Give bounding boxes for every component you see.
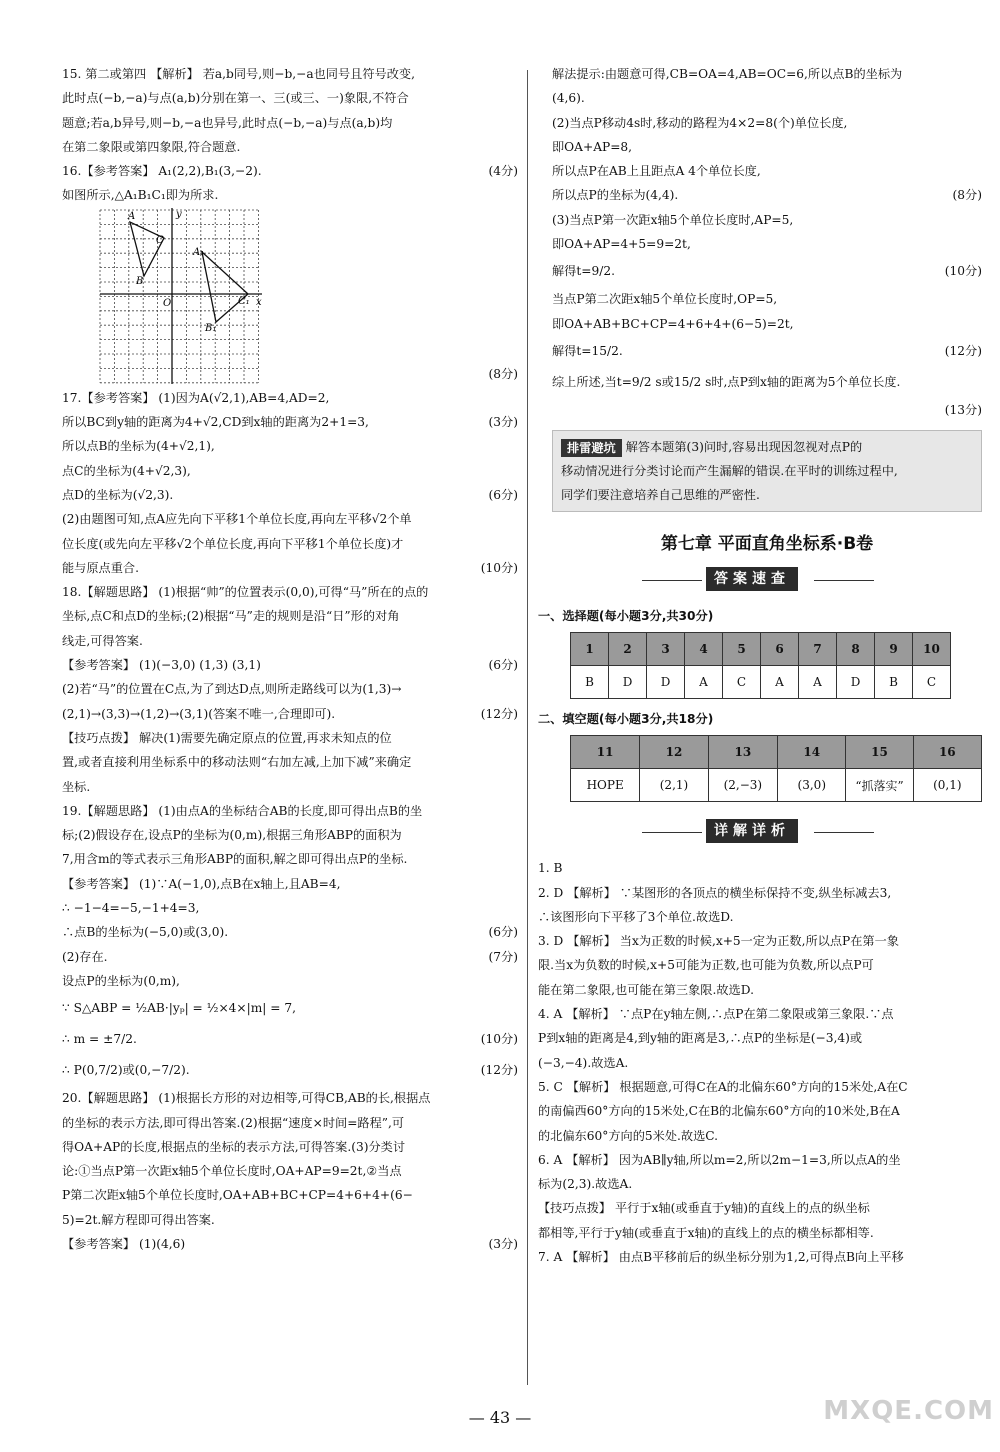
line-text: 3. D 【解析】 当x为正数的时候,x+5一定为正数,所以点P在第一象 (538, 934, 899, 949)
text-line (62, 62, 518, 86)
score: (6分) (488, 487, 518, 502)
text-line (62, 1135, 518, 1159)
line-text: 点C的坐标为(4+√2,3), (62, 463, 191, 478)
score: (12分) (480, 1063, 518, 1078)
table-cell: A (799, 666, 837, 699)
line-text: ∴点B的坐标为(−5,0)或(3,0). (62, 925, 229, 940)
line-text: 所以BC到y轴的距离为4+√2,CD到x轴的距离为2+1=3, (62, 415, 369, 430)
score: (3分) (488, 415, 518, 430)
line-text: 所以点B的坐标为(4+√2,1), (62, 439, 215, 454)
text-line (62, 1024, 518, 1055)
text-line (552, 62, 982, 86)
table-header-cell: 3 (647, 633, 685, 666)
label-a1: A₁ (193, 246, 205, 258)
text-line (552, 208, 982, 232)
text-line (552, 398, 982, 422)
right-column (538, 62, 982, 1269)
text-line (538, 929, 982, 953)
score: (13分) (944, 402, 982, 417)
line-text: (2)由题图可知,点A应先向下平移1个单位长度,再向左平移√2个单 (62, 512, 412, 527)
text-line (62, 580, 518, 604)
text-line (62, 920, 518, 944)
line-text: ∴ P(0,7/2)或(0,−7/2). (62, 1063, 190, 1078)
text-line (62, 677, 518, 701)
table-header-cell: 8 (837, 633, 875, 666)
text-line (538, 1124, 982, 1148)
line-text: 6. A 【解析】 因为AB∥y轴,所以m=2,所以2m−1=3,所以点A的坐 (538, 1152, 901, 1167)
text-line (62, 507, 518, 531)
text-line (62, 896, 518, 920)
text-line (552, 312, 982, 336)
table-cell: A (685, 666, 723, 699)
line-text: ∴ m = ±7/2. (62, 1032, 137, 1047)
watermark: MXQE.COM (823, 1396, 994, 1426)
line-text: 即OA+AB+BC+CP=4+6+4+(6−5)=2t, (552, 316, 794, 331)
text-line (552, 367, 982, 398)
text-line (552, 135, 982, 159)
text-line (538, 1245, 982, 1269)
line-text: 解得t=15/2. (552, 343, 623, 358)
score: (6分) (488, 658, 518, 673)
line-text: 19.【解题思路】 (1)由点A的坐标结合AB的长度,即可得出点B的坐 (62, 803, 423, 818)
line-text: 如图所示,△A₁B₁C₁即为所求. (62, 188, 219, 203)
line-text: ∴该图形向下平移了3个单位.故选D. (538, 909, 734, 924)
line-text: P到x轴的距离是4,到y轴的距离是3,∴点P的坐标是(−3,4)或 (538, 1031, 863, 1046)
section-fill: 二、填空题(每小题3分,共18分) (538, 712, 714, 727)
text-line (552, 256, 982, 287)
line-text: 题意;若a,b异号,则−b,−a也异号,此时点(−b,−a)与点(a,b)均 (62, 115, 393, 130)
text-line (62, 434, 518, 458)
line-text: 能在第二象限,也可能在第三象限.故选D. (538, 982, 754, 997)
line-text: 4. A 【解析】 ∵点P在y轴左侧,∴点P在第二象限或第三象限.∵点 (538, 1007, 894, 1022)
line-text: 解法提示:由题意可得,CB=OA=4,AB=OC=6,所以点B的坐标为 (552, 67, 903, 81)
text-line (538, 978, 982, 1002)
answer-banner (552, 564, 982, 598)
choice-answer-table (570, 632, 951, 699)
table-cell: C (913, 666, 951, 699)
table-header-cell: 16 (913, 736, 981, 769)
line-text: 所以点P在AB上且距点A 4个单位长度, (552, 164, 761, 179)
text-line (62, 483, 518, 507)
table-header-cell: 14 (778, 736, 846, 769)
text-line (552, 159, 982, 183)
table-header-cell: 12 (640, 736, 708, 769)
table-cell: (2,−3) (708, 769, 777, 802)
line-text: 标;(2)假设存在,设点P的坐标为(0,m),根据三角形ABP的面积为 (62, 828, 402, 843)
table-header-cell: 15 (846, 736, 913, 769)
line-text: 当点P第二次距x轴5个单位长度时,OP=5, (552, 292, 778, 307)
line-text: 限.当x为负数的时候,x+5可能为正数,也可能为负数,所以点P可 (538, 958, 874, 973)
label-y: y (176, 208, 182, 220)
line-text: 16.【参考答案】 A₁(2,2),B₁(3,−2). (62, 164, 262, 179)
text-line (62, 1055, 518, 1086)
table-header-cell: 2 (609, 633, 647, 666)
table-cell: D (647, 666, 685, 699)
table-cell: A (761, 666, 799, 699)
text-line (538, 1075, 982, 1099)
line-text: 位长度(或先向左平移√2个单位长度,再向下平移1个单位长度)才 (62, 536, 404, 551)
column-divider (527, 70, 528, 1385)
warning-line: 同学们要注意培养自己思维的严密性. (561, 488, 760, 503)
line-text: 【技巧点拨】 解决(1)需要先确定原点的位置,再求未知点的位 (62, 730, 392, 745)
line-text: 【参考答案】 (1)(−3,0) (1,3) (3,1) (62, 658, 261, 673)
score: (12分) (480, 706, 518, 721)
text-line (552, 86, 982, 110)
text-line (62, 183, 518, 207)
text-line (62, 386, 518, 410)
line-text: (3)当点P第一次距x轴5个单位长度时,AP=5, (552, 212, 794, 227)
score: (6分) (488, 925, 518, 940)
line-text: 【技巧点拨】 平行于x轴(或垂直于y轴)的直线上的点的纵坐标 (538, 1201, 870, 1216)
line-text: (2,1)→(3,3)→(1,2)→(3,1)(答案不唯一,合理即可). (62, 706, 336, 721)
warning-box (552, 430, 982, 512)
warning-line: 解答本题第(3)问时,容易出现因忽视对点P的 (625, 440, 863, 455)
text-line (538, 1002, 982, 1026)
line-text: 7. A 【解析】 由点B平移前后的纵坐标分别为1,2,可得点B向上平移 (538, 1250, 904, 1265)
line-text: 1. B (538, 861, 563, 876)
text-line (538, 881, 982, 905)
text-line (62, 1159, 518, 1183)
text-line (62, 945, 518, 969)
table-header-cell: 11 (571, 736, 640, 769)
table-cell: HOPE (571, 769, 640, 802)
label-c1: C₁ (238, 295, 250, 307)
text-line (62, 556, 518, 580)
text-line (62, 1232, 518, 1256)
line-text: (4,6). (552, 91, 585, 106)
text-line (538, 1148, 982, 1172)
left-column (62, 62, 518, 1256)
line-text: 都相等,平行于y轴(或垂直于x轴)的直线上的点的横坐标都相等. (538, 1225, 874, 1240)
detail-banner-label: 详解详析 (706, 819, 798, 843)
table-header-cell: 6 (761, 633, 799, 666)
text-line (552, 111, 982, 135)
text-line (538, 953, 982, 977)
text-line (552, 336, 982, 367)
text-line (552, 183, 982, 207)
text-line (62, 969, 518, 993)
table-cell: B (875, 666, 913, 699)
line-text: 5. C 【解析】 根据题意,可得C在A的北偏东60°方向的15米处,A在C (538, 1079, 908, 1094)
text-line (62, 135, 518, 159)
line-text: 的南偏西60°方向的15米处,C在B的北偏东60°方向的10米处,B在A (538, 1104, 900, 1119)
line-text: 17.【参考答案】 (1)因为A(√2,1),AB=4,AD=2, (62, 390, 330, 405)
table-header-cell: 7 (799, 633, 837, 666)
table-cell: D (609, 666, 647, 699)
text-line (62, 653, 518, 677)
line-text: 7,用含m的等式表示三角形ABP的面积,解之即可得出点P的坐标. (62, 852, 408, 867)
line-text: 的坐标的表示方法,即可得出答案.(2)根据“速度×时间=路程”,可 (62, 1115, 405, 1130)
label-origin: O (163, 297, 172, 309)
text-line (62, 159, 518, 183)
line-text: 论:①当点P第一次距x轴5个单位长度时,OA+AP=9=2t,②当点 (62, 1164, 402, 1179)
text-line (62, 1208, 518, 1232)
line-text: 5)=2t.解方程即可得出答案. (62, 1212, 215, 1227)
score: (3分) (488, 1236, 518, 1251)
detail-banner (552, 816, 982, 850)
text-line (62, 410, 518, 434)
text-line (62, 775, 518, 799)
line-text: 15. 第二或第四 【解析】 若a,b同号,则−b,−a也同号且符号改变, (62, 67, 415, 81)
line-text: 的北偏东60°方向的5米处.故选C. (538, 1128, 719, 1143)
chapter-title: 第七章 平面直角坐标系·B卷 (660, 534, 874, 555)
line-text: (2)当点P移动4s时,移动的路程为4×2=8(个)单位长度, (552, 115, 848, 130)
line-text: (2)若“马”的位置在C点,为了到达D点,则所走路线可以为(1,3)→ (62, 682, 402, 697)
line-text: 20.【解题思路】 (1)根据长方形的对边相等,可得CB,AB的长,根据点 (62, 1091, 431, 1106)
answer-banner-label: 答案速查 (706, 567, 798, 591)
line-text: 坐标. (62, 779, 91, 794)
table-cell: D (837, 666, 875, 699)
table-header-cell: 10 (913, 633, 951, 666)
text-line (62, 847, 518, 871)
line-text: (−3,−4).故选A. (538, 1055, 629, 1070)
text-line (538, 1172, 982, 1196)
table-cell: B (571, 666, 609, 699)
label-b: B (136, 275, 144, 287)
line-text: ∴ −1−4=−5,−1+4=3, (62, 901, 200, 916)
table-cell: (3,0) (778, 769, 846, 802)
line-text: 【参考答案】 (1)(4,6) (62, 1236, 186, 1251)
section-choice: 一、选择题(每小题3分,共30分) (538, 609, 714, 624)
warning-line: 移动情况进行分类讨论而产生漏解的错误.在平时的训练过程中, (561, 464, 898, 479)
text-line (62, 702, 518, 726)
line-text: 标为(2,3).故选A. (538, 1177, 633, 1192)
table-header-cell: 9 (875, 633, 913, 666)
text-line (62, 993, 518, 1024)
triangle-a1b1c1 (202, 252, 248, 322)
line-text: 即OA+AP=4+5=9=2t, (552, 237, 691, 252)
warning-tag: 排雷避坑 (561, 439, 622, 457)
fill-answer-table (570, 735, 982, 802)
line-text: 【参考答案】 (1)∵A(−1,0),点B在x轴上,且AB=4, (62, 876, 341, 891)
line-text: 综上所述,当t=9/2 s或15/2 s时,点P到x轴的距离为5个单位长度. (552, 374, 901, 389)
line-text: 置,或者直接利用坐标系中的移动法则“右加左减,上加下减”来确定 (62, 755, 412, 770)
page-number: — 43 — (468, 1408, 532, 1427)
text-line (62, 532, 518, 556)
score: (8分) (952, 188, 982, 203)
label-c: C (156, 234, 164, 246)
table-header-cell: 5 (723, 633, 761, 666)
line-text: 线走,可得答案. (62, 633, 143, 648)
text-line (62, 86, 518, 110)
table-cell: (0,1) (913, 769, 981, 802)
score: (12分) (944, 343, 982, 358)
text-line (62, 604, 518, 628)
label-x: x (256, 296, 262, 308)
score: (7分) (488, 949, 518, 964)
line-text: (2)存在. (62, 949, 108, 964)
table-cell: “抓落实” (846, 769, 913, 802)
line-text: 能与原点重合. (62, 560, 139, 575)
fig-score: (8分) (488, 366, 518, 381)
label-a: A (128, 210, 136, 222)
text-line (538, 905, 982, 929)
text-line (62, 726, 518, 750)
text-line (552, 287, 982, 311)
coordinate-figure (92, 208, 518, 386)
table-header-cell: 13 (708, 736, 777, 769)
text-line (538, 1196, 982, 1220)
line-text: 在第二象限或第四象限,符合题意. (62, 139, 241, 154)
line-text: 18.【解题思路】 (1)根据“帅”的位置表示(0,0),可得“马”所在的点的 (62, 585, 429, 600)
text-line (538, 1026, 982, 1050)
score: (4分) (488, 164, 518, 179)
text-line (62, 872, 518, 896)
score: (10分) (944, 264, 982, 279)
text-line (538, 1221, 982, 1245)
text-line (62, 629, 518, 653)
text-line (62, 1183, 518, 1207)
text-line (552, 232, 982, 256)
text-line (538, 856, 982, 880)
table-header-cell: 1 (571, 633, 609, 666)
line-text: 解得t=9/2. (552, 264, 615, 279)
label-b1: B₁ (205, 322, 217, 334)
table-header-cell: 4 (685, 633, 723, 666)
line-text: 所以点P的坐标为(4,4). (552, 188, 679, 203)
text-line (62, 459, 518, 483)
text-line (62, 750, 518, 774)
line-text: 设点P的坐标为(0,m), (62, 973, 180, 988)
line-text: 2. D 【解析】 ∵某图形的各顶点的横坐标保持不变,纵坐标减去3, (538, 885, 892, 900)
line-text: 此时点(−b,−a)与点(a,b)分别在第一、三(或三、一)象限,不符合 (62, 91, 409, 106)
text-line (538, 1099, 982, 1123)
line-text: 点D的坐标为(√2,3). (62, 487, 174, 502)
text-line (62, 823, 518, 847)
grid-diagram (92, 208, 518, 386)
score: (10分) (480, 560, 518, 575)
table-cell: (2,1) (640, 769, 708, 802)
triangle-abc (130, 222, 164, 276)
text-line (62, 799, 518, 823)
line-text: ∵ S△ABP = ½AB·|yₚ| = ½×4×|m| = 7, (62, 1001, 296, 1016)
text-line (62, 1111, 518, 1135)
table-cell: C (723, 666, 761, 699)
line-text: 坐标,点C和点D的坐标;(2)根据“马”走的规则是沿“日”形的对角 (62, 609, 400, 624)
text-line (62, 1086, 518, 1110)
line-text: 得OA+AP的长度,根据点的坐标的表示方法,可得答案.(3)分类讨 (62, 1139, 406, 1154)
text-line (538, 1051, 982, 1075)
score: (10分) (480, 1032, 518, 1047)
line-text: P第二次距x轴5个单位长度时,OA+AB+BC+CP=4+6+4+(6− (62, 1188, 413, 1203)
line-text: 即OA+AP=8, (552, 139, 633, 154)
text-line (62, 111, 518, 135)
